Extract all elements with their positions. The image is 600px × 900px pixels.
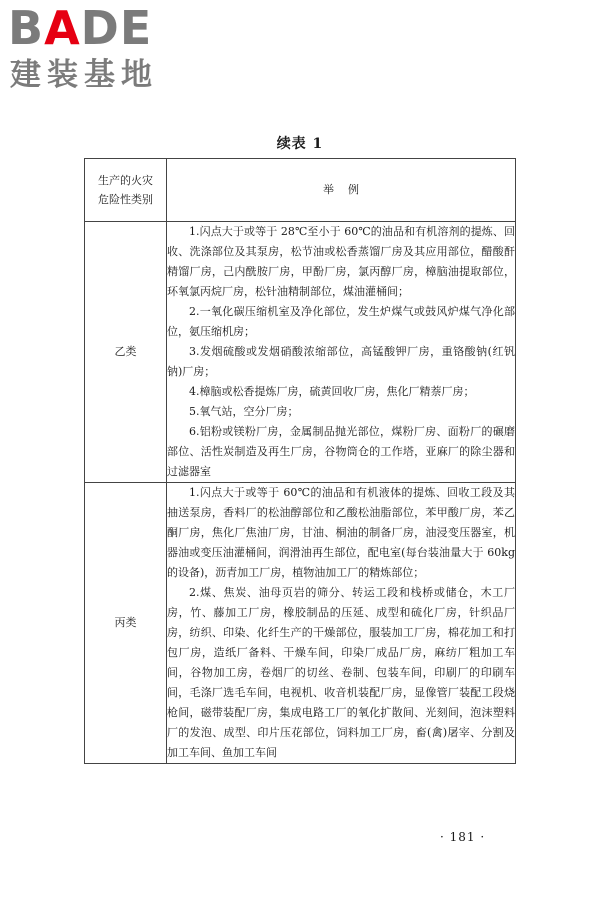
header-examples	[167, 159, 516, 222]
header-category	[85, 159, 167, 222]
fire-hazard-table	[84, 158, 516, 764]
page-number: · 181 ·	[440, 830, 486, 844]
example-item: 5.氧气站，空分厂房；	[189, 405, 299, 418]
example-item: 4.樟脑或松香提炼厂房，硫黄回收厂房，焦化厂精萘厂房；	[189, 385, 475, 398]
table-header-row	[85, 159, 516, 222]
logo-letters-de: DE	[80, 1, 153, 55]
example-item: 2.煤、焦炭、油母页岩的筛分、转运工段和栈桥或储仓，木工厂房，竹、藤加工厂房，橡胶制品的压延、成型和硫化厂房，针织品厂房，纺织、印染、化纤生产的干燥部位，服装加工厂房，棉花加工和打包厂房，造纸厂备料、干燥车间，印染厂成品厂房，麻纺厂粗加工车间，谷物加工房，卷烟厂的切丝、卷制、包装车间，印刷厂的印刷车间，毛涤厂选毛车间，电视机、收音机装配厂房，显像管厂装配工段烧枪间，磁带装配厂房，集成电路工厂的氧化扩散间、光刻间，泡沫塑料厂的发泡、成型、印片压花部位，饲料加工厂房，畜(禽)屠宰、分割及加工车间、鱼加工车间	[167, 586, 515, 759]
logo-wordmark	[8, 1, 153, 55]
brand-logo	[8, 1, 183, 96]
example-item: 1.闪点大于或等于 60℃的油品和有机液体的提炼、回收工段及其抽送泵房，香料厂的松油醇部位和乙酸松油脂部位，苯甲酸厂房，苯乙酮厂房，焦化厂焦油厂房，甘油、桐油的制备厂房，油浸变压器室，机器油或变压油灌桶间，润滑油再生部位，配电室(每台装油量大于 60kg 的设备)，沥青加工厂房，植物油加工厂的精炼部位；	[167, 486, 515, 579]
example-item: 2.一氧化碳压缩机室及净化部位，发生炉煤气或鼓风炉煤气净化部位，氨压缩机房；	[167, 305, 515, 338]
example-item: 6.铝粉或镁粉厂房，金属制品抛光部位，煤粉厂房、面粉厂的碾磨部位、活性炭制造及再生厂房，谷物筒仓的工作塔，亚麻厂的除尘器和过滤器室	[167, 425, 515, 478]
category-cell: 丙类	[85, 483, 167, 764]
example-item: 1.闪点大于或等于 28℃至小于 60℃的油品和有机溶剂的提炼、回收、洗涤部位及其泵房，松节油或松香蒸馏厂房及其应用部位，醋酸酐精馏厂房，己内酰胺厂房，甲酚厂房，氯丙醇厂房，樟脑油提取部位，环氧氯丙烷厂房，松针油精制部位，煤油灌桶间；	[167, 225, 515, 298]
examples-cell	[167, 222, 516, 483]
table-row-class-c	[85, 483, 516, 764]
header-category-line1: 生产的火灾	[98, 174, 153, 187]
table-caption: 续表 1	[276, 136, 324, 152]
logo-subtitle: 建装基地	[10, 57, 158, 93]
header-examples-label: 举例	[323, 183, 373, 196]
header-category-line2: 危险性类别	[98, 193, 153, 206]
table-row-class-b	[85, 222, 516, 483]
category-cell: 乙类	[85, 222, 167, 483]
examples-cell	[167, 483, 516, 764]
example-item: 3.发烟硫酸或发烟硝酸浓缩部位，高锰酸钾厂房，重铬酸钠(红钒钠)厂房；	[167, 345, 515, 378]
logo-letter-b: B	[8, 1, 45, 55]
logo-letter-a: A	[44, 1, 81, 55]
